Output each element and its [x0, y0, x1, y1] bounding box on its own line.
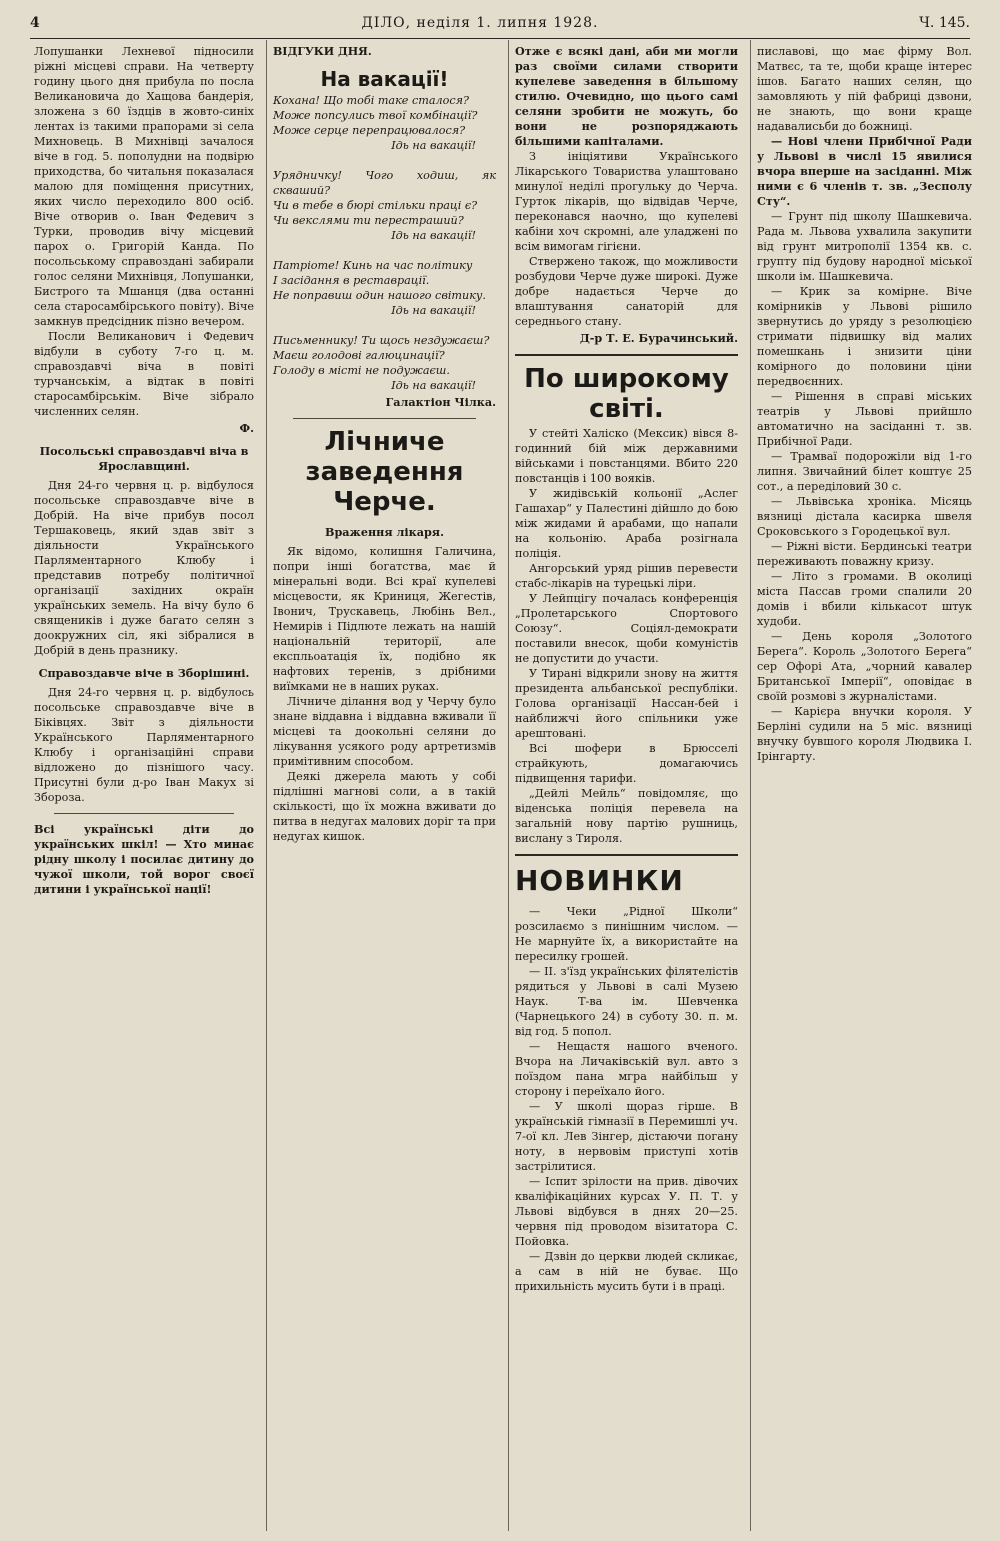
- divider: [54, 813, 234, 814]
- section-title-world: По широкому світі.: [524, 364, 729, 424]
- column-3: [508, 40, 744, 1531]
- divider: [515, 354, 738, 356]
- news-item: — День короля „Золотого Берега“. Король „Золотого Берега“ сер Офорі Ата, „чорний кавалер Британської Імперії“, оповідає в своїй розмові з журналістами.: [757, 630, 972, 703]
- news-item: — Крик за комірне. Віче комірників у Львові рішило звернутись до уряду з резолюцією стримати підвишку від малих помешкань і знизити ціни комірного до половини ціни передвоєнних.: [757, 285, 972, 388]
- poem-line: Чи в тебе в бюрі стільки праці є?: [273, 199, 478, 212]
- section-heading: Посольські справоздавчі віча в Ярославщині.: [39, 444, 249, 473]
- paragraph: Як відомо, колишня Галичина, попри інші богатства, має й мінеральні води. Всі краї купелеві місцевости, як Криниця, Жегестів, Івонич, Трускавець, Любінь Вел., Немирів і Підлюте лежать на нашій національній території, але експльоатація їх, подібно як нафтових теренів, з дрібними виїмками не в наших руках.: [273, 545, 496, 693]
- poem-title: На вакації!: [320, 67, 449, 91]
- poem-refrain: Ідь на вакації!: [391, 139, 476, 152]
- news-item: — Трамваї подорожіли від 1-го липня. Звичайний білет коштує 25 сот., а переділовий 30 с.: [757, 450, 972, 493]
- news-item: — Нові члени Прибічної Ради у Львові в числі 15 явилися вчора вперше на засіданні. Між ними є 6 членів т. зв. „Зесполу Сту“.: [757, 134, 972, 208]
- section-label: ВІДГУКИ ДНЯ.: [273, 45, 372, 58]
- divider: [293, 418, 476, 419]
- poem-line: Не поправиш один нашого світику.: [273, 289, 486, 302]
- news-item: — Карієра внучки короля. У Берліні судили на 5 міс. вязниці внучку бувшого короля Людвика І. Ірінгарту.: [757, 705, 972, 763]
- poem-line: Кохана! Що тобі таке сталося?: [273, 94, 470, 107]
- paragraph: Дня 24-го червня ц. р. відбулося посольське справоздавче віче в Добрій. На віче прибув посол Тершаковець, який здав звіт з діяльности Українського Парляментарного Клюбу і представив потребу політичної організації західних окраїн українських земель. На вічу було 6 священиків і дуже багато селян з доокружних сіл, які зібралися в Добрій в день празнику.: [34, 479, 254, 657]
- newspaper-title: ДІЛО, неділя 1. липня 1928.: [361, 15, 599, 31]
- paragraph: Лопушанки Лехневої підносили ріжні місцеві справи. На четверту годину цього дня прибула по посла Великановича до Хащова бандерія, зложена з 60 їздців в жовто-синіх лентах із такими прапорами зі села Михновець. В Михнівці зачалося віче в год. 5. пополудни на подвірю приходства, бо читальня показалася малою для поміщення присутних, яких число переходило 800 осіб. Віче отворив о. Іван Федевич з Турки, проводив вічу місцевий парох о. Григорій Канда. По посольському справоздані забирали голос селяни Михнівця, Лопушанки, Бистрого та Мшанця (два останні села старосамбірського повіту). Віче замкнув предсідник пізно вечером.: [34, 45, 254, 328]
- news-item: — Іспит зрілости на прив. дівочих кваліфікаційних курсах У. П. Т. у Львові відбувся в днях 20—25. червня під проводом візитатора С. Пойовка.: [515, 1175, 738, 1248]
- paragraph: Деякі джерела мають у собі підлішні магнові соли, а в такій скількості, що їх можна вживати до питва в недугах малових доріг та при недугах кишок.: [273, 770, 496, 843]
- column-4: [750, 40, 978, 1531]
- poem-line: Патріоте! Кинь на час політику: [273, 259, 473, 272]
- news-item: — Грунт під школу Шашкевича. Рада м. Львова ухвалила закупити від грунт митрополії 1354 кв. с. групту під будову народної міської школи ім. Шашкевича.: [757, 210, 972, 283]
- poem-refrain: Ідь на вакації!: [391, 304, 476, 317]
- signature: Ф.: [239, 421, 254, 435]
- world-news-item: У жидівській кольонії „Аслег Гашахар“ у Палестині дійшло до бою між жидами й арабами, що напали на кольонію. Араба розігнала поліція.: [515, 487, 738, 560]
- poem-line: Письменнику! Ти щось нездужаєш?: [273, 334, 490, 347]
- poem-line: Чи векслями ти перестраший?: [273, 214, 464, 227]
- news-item: — Рішення в справі міських театрів у Львові прийшло автоматично на засіданні т. зв. Прибічної Ради.: [757, 390, 972, 448]
- masthead: [30, 8, 970, 39]
- slogan-box: Всі українські діти до українських шкіл! — Хто минає рідну школу і посилає дитину до чужої школи, той ворог своєї дитини і української нації!: [34, 822, 254, 896]
- news-item: — У школі щораз гірше. В українській гімназії в Перемишлі уч. 7-ої кл. Лев Зінгер, дістаючи погану ноту, в нервовім приступі хотів застрілитися.: [515, 1100, 738, 1173]
- article-subtitle: Враження лікаря.: [325, 525, 444, 539]
- page-number: 4: [30, 15, 40, 31]
- news-item: — Літо з громами. В околиці міста Пассав громи спалили 20 домів і вбили кількасот штук худоби.: [757, 570, 972, 628]
- world-news-item: Всі шофери в Брюсселі страйкують, домагаючись підвищення тарифи.: [515, 742, 738, 785]
- paragraph: Дня 24-го червня ц. р. відбулось посольське справоздавче віче в Біківцях. Звіт з діяльности Українського Парляментарного Клюбу і організаційні справи відложено до пізнішого часу. Присутні були д-ро Іван Макух зі Збороза.: [34, 686, 254, 804]
- world-news-item: У Тирані відкрили знову на життя президента альбанської республіки. Голова організації Нассан-бей і найближчі його спільники уже арештовані.: [515, 667, 738, 740]
- divider: [515, 854, 738, 856]
- column-2: [266, 40, 502, 1531]
- poem-author: Галактіон Чілка.: [385, 395, 496, 409]
- poem-line: Може попсулись твої комбінації?: [273, 109, 478, 122]
- poem-line: Маєш голодові галюцинації?: [273, 349, 445, 362]
- poem-line: Може серце перепрацювалося?: [273, 124, 466, 137]
- news-item: — Ріжні вісти. Бердинські театри переживають поважну кризу.: [757, 540, 972, 568]
- world-news-item: У стейті Халіско (Мексик) вівся 8-годинний бій між державними військами і повстанцями. Вбито 220 повстанців і 100 вояків.: [515, 427, 738, 485]
- poem-line: І засідання в реставрації.: [273, 274, 430, 287]
- world-news-item: Ангорський уряд рішив перевести стабс-лікарів на турецькі ліри.: [515, 562, 738, 590]
- poem-line: Голоду в місті не подужаєш.: [273, 364, 450, 377]
- news-item: — Нещастя нашого вченого. Вчора на Личаківській вул. авто з поїздом пана мгра найбільш у сторону і переїхало його.: [515, 1040, 738, 1098]
- section-title-news: НОВИНКИ: [515, 864, 684, 897]
- world-news-item: „Дейлі Мейль“ повідомляє, що віденська поліція перевела на загальній нову партію рушниць, вислану з Тирoля.: [515, 787, 738, 845]
- news-item: — Дзвін до церкви людей скликає, а сам в ній не буває. Що прихильність мусить бути і в праці.: [515, 1250, 738, 1293]
- paragraph: пиславові, що має фірму Вол. Матвєс, та те, щоби краще інтерес ішов. Багато наших селян, що замовляють у пій фабриці дзвони, не знають, що вони краще надавалисьби до божниці.: [757, 45, 972, 133]
- paragraph: Лічниче ділання вод у Черчу було знане віддавна і віддавна вживали її місцеві та доокольні селяни до лікування усякого роду артретизмів примітивним способом.: [273, 695, 496, 768]
- signature: Д-р Т. Е. Бурачинський.: [579, 331, 738, 345]
- column-1: [28, 40, 260, 1531]
- news-item: — II. з'їзд українських філятелістів рядиться у Львові в салі Музею Наук. Т-ва ім. Шевченка (Чарнецького 24) в суботу 30. п. м. від год. 5 попол.: [515, 965, 738, 1038]
- poem-refrain: Ідь на вакації!: [391, 379, 476, 392]
- issue-number: Ч. 145.: [919, 15, 970, 31]
- section-heading: Справоздавче віче в Зборішині.: [38, 666, 250, 680]
- paragraph: Ствержено також, що можливости розбудови Черче дуже широкі. Дуже добре надається Черче до влаштування санаторій для середнього стану.: [515, 255, 738, 328]
- paragraph: Посли Великанович і Федевич відбули в суботу 7-го ц. м. справоздавчі віча в повіті турчанськім, а відтак в повіті старосамбірськім. Віче зібрало численних селян.: [34, 330, 254, 418]
- poem-refrain: Ідь на вакації!: [391, 229, 476, 242]
- world-news-item: У Лейпцігу почалась конференція „Пролетарського Спортового Союзу“. Соціял-демократи поставили внесок, щоби комуністів не допустити до участи.: [515, 592, 738, 665]
- paragraph: З ініціятиви Українського Лікарського Товариства улаштовано минулої неділі прогульку до Черча. Гурток лікарів, що відвідав Черче, переконався наочно, що купелеві кабіни хоч скромні, але уладжені по всім вимогам гігієни.: [515, 150, 738, 253]
- news-item: — Чеки „Рідної Школи“ розсилаємо з пинішним числом. — Не марнуйте їх, а використайте на пересилку грошей.: [515, 905, 738, 963]
- news-item: — Львівська хроніка. Місяць вязниці дістала касирка швеля Сроковського з Городецької вул.: [757, 495, 972, 538]
- article-title: Лічниче заведення Черче.: [305, 427, 464, 517]
- poem-line: Урядничку! Чого ходиш, як скваший?: [273, 169, 496, 197]
- paragraph: Отже є всякі дані, аби ми могли раз своїми силами створити купелеве заведення в більшому стилю. Очевидно, що цього самі селяни зробити не можуть, бо вони не розпоряджають більшими капіталами.: [515, 44, 738, 148]
